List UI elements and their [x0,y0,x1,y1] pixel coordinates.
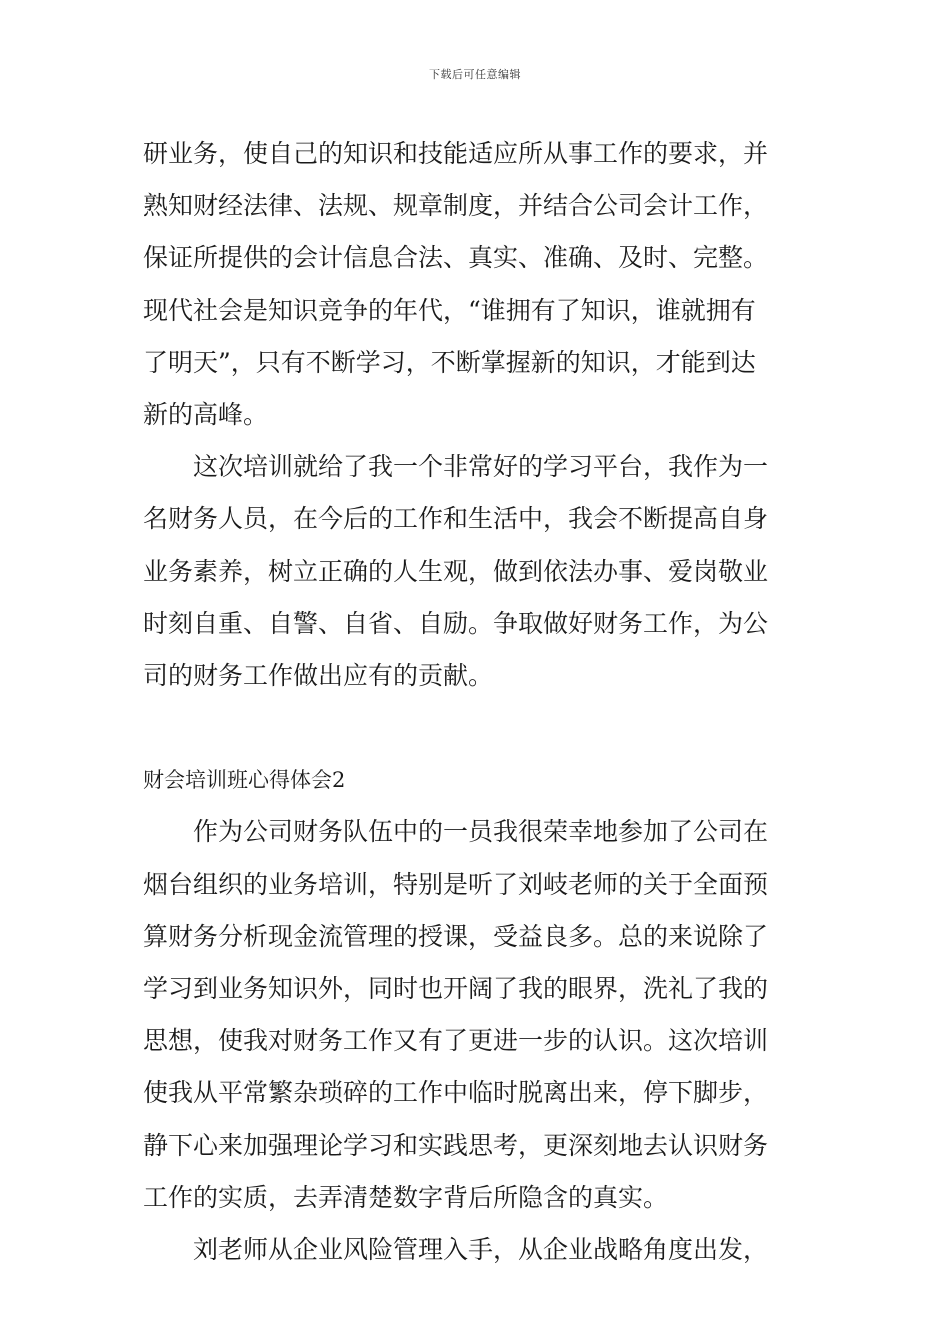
document-body [143,128,808,1276]
text-line: 新的高峰。 [143,399,269,429]
text-line: 学习到业务知识外，同时也开阔了我的眼界，洗礼了我的 [143,974,769,1003]
blank-line [143,702,808,754]
text-line: 现代社会是知识竞争的年代，“谁拥有了知识，谁就拥有 [143,295,756,325]
text-line: 业务素养，树立正确的人生观，做到依法办事、爱岗敬业 [143,556,769,586]
paragraph-3 [143,806,808,1224]
section-heading: 财会培训班心得体会2 [143,768,346,793]
text-line: 工作的实质，去弄清楚数字背后所隐含的真实。 [143,1182,669,1212]
text-line: 这次培训就给了我一个非常好的学习平台，我作为一 [143,452,769,482]
text-line: 时刻自重、自警、自省、自励。争取做好财务工作，为公 [143,608,769,638]
text-line: 保证所提供的会计信息合法、真实、准确、及时、完整。 [143,243,769,273]
text-line: 研业务，使自己的知识和技能适应所从事工作的要求，并 [143,139,769,168]
text-line: 了明天”，只有不断学习，不断掌握新的知识，才能到达 [143,347,756,377]
text-line: 思想，使我对财务工作又有了更进一步的认识。这次培训 [143,1026,769,1056]
text-line: 作为公司财务队伍中的一员我很荣幸地参加了公司在 [143,817,769,847]
page-header: 下载后可任意编辑 [429,68,521,81]
text-line: 司的财务工作做出应有的贡献。 [143,660,494,690]
text-line: 使我从平常繁杂琐碎的工作中临时脱离出来，停下脚步， [143,1078,769,1108]
text-line: 名财务人员，在今后的工作和生活中，我会不断提高自身 [143,504,769,534]
text-line: 熟知财经法律、法规、规章制度，并结合公司会计工作， [143,191,769,221]
paragraph-1 [143,128,808,441]
paragraph-4 [143,1224,808,1276]
paragraph-2 [143,441,808,702]
text-line: 静下心来加强理论学习和实践思考，更深刻地去认识财务 [143,1130,769,1160]
text-line: 烟台组织的业务培训，特别是听了刘岐老师的关于全面预 [143,869,769,899]
text-line: 算财务分析现金流管理的授课，受益良多。总的来说除了 [143,921,769,951]
text-line: 刘老师从企业风险管理入手，从企业战略角度出发， [143,1234,769,1264]
